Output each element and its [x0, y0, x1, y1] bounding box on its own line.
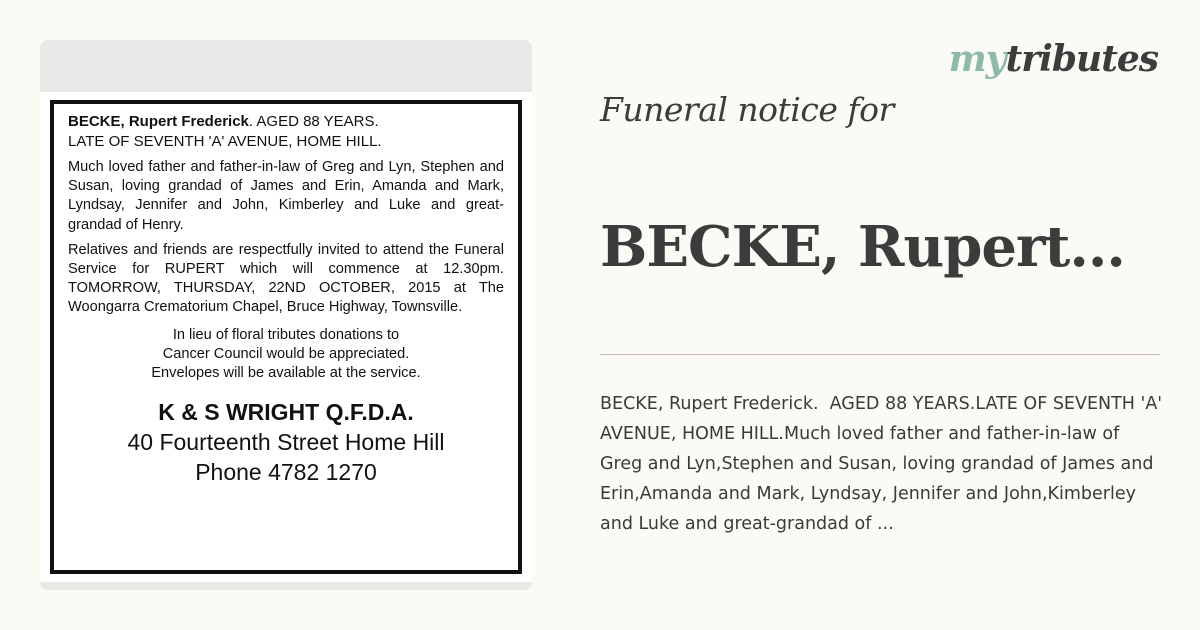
newspaper-notice: [40, 92, 532, 582]
notice-heading: [68, 112, 504, 132]
notice-family: Much loved father and father-in-law of Greg and Lyn, Stephen and Susan, loving grandad of James and Erin, Amanda and Mark, Lyndsay, Jennifer and John, Kimberley and Luke and great-grandad of Henry.: [68, 159, 504, 233]
notice-age: . AGED 88 YEARS.: [248, 113, 379, 130]
notice-service: Relatives and friends are respectfully invited to attend the Funeral Service for RUPERT which will commence at 12.30pm. TOMORROW, THURSDAY, 22ND OCTOBER, 2015 at The Woongarra Crematorium Chapel, Bruce Highway, Townsville.: [68, 241, 504, 316]
donations-line-3: Envelopes will be available at the service.: [151, 365, 421, 382]
firm-address: 40 Fourteenth Street Home Hill: [127, 429, 445, 456]
deceased-name-title: BECKE, Rupert...: [600, 214, 1125, 280]
donations-line-1: In lieu of floral tributes donations to: [172, 326, 400, 343]
notice-donations: [68, 326, 504, 384]
notice-excerpt: BECKE, Rupert Frederick. AGED 88 YEARS.LATE OF SEVENTH 'A' AVENUE, HOME HILL.Much loved father and father-in-law of Greg and Lyn,Stephen and Susan, loving grandad of James and Erin,Amanda and Mark, Lyndsay, Jennifer and John,Kimberley and Luke and great-grandad of ...: [600, 394, 1168, 534]
donations-line-2: Cancer Council would be appreciated.: [162, 345, 410, 362]
notice-name: BECKE, Rupert Frederick: [68, 113, 249, 130]
divider: [600, 354, 1160, 355]
logo-my: my: [948, 38, 1006, 80]
mytributes-logo[interactable]: [949, 38, 1158, 80]
notice-image-card: [40, 40, 532, 590]
page-subtitle: Funeral notice for: [600, 90, 894, 129]
firm-phone: Phone 4782 1270: [195, 459, 377, 486]
firm-name: K & S WRIGHT Q.F.D.A.: [158, 399, 414, 426]
notice-late-of: LATE OF SEVENTH 'A' AVENUE, HOME HILL.: [68, 133, 382, 150]
funeral-director: [68, 397, 504, 487]
logo-tributes: tributes: [1005, 38, 1158, 80]
notice-frame: [50, 100, 522, 574]
